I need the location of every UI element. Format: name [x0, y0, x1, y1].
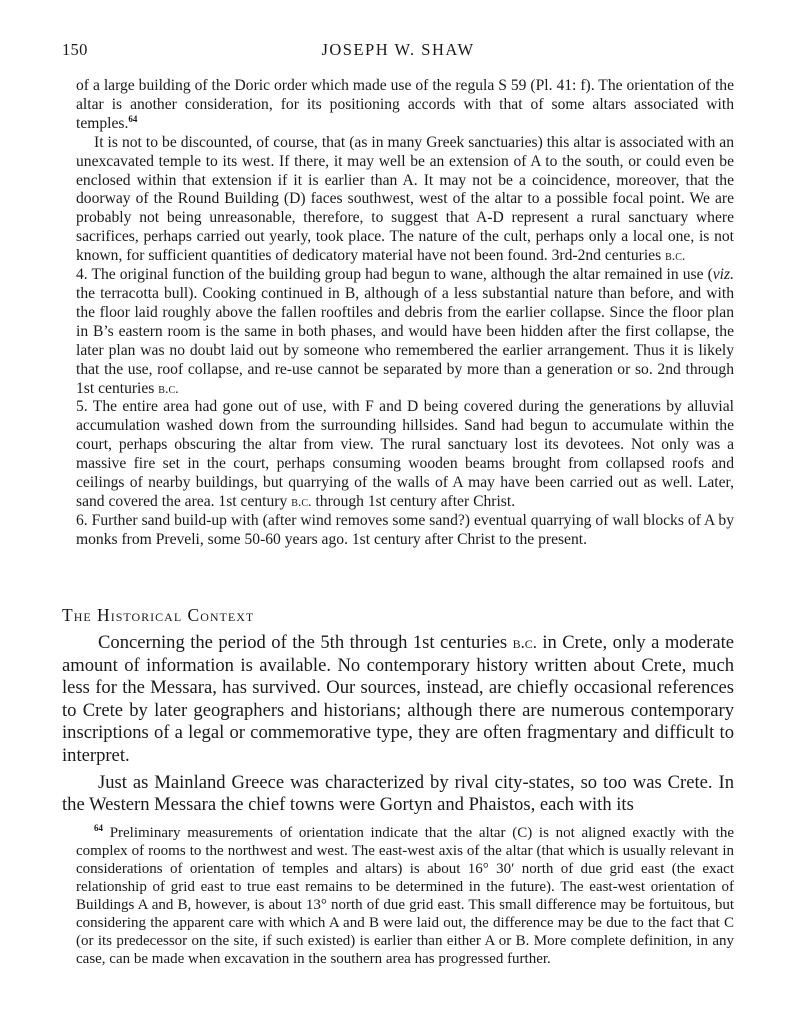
page-number: 150: [62, 40, 88, 59]
paragraph-period: Concerning the period of the 5th through 1st centuries b.c. in Crete, only a moderate amount of information is available. No contemporary history written about Crete, much less for the Messara, has survived. Our sources, instead, are chiefly occasional references to Crete by later geographers and historians; although there are numerous contemporary inscriptions of a legal or commemorative type, they are often fragmentary and difficult to interpret.: [62, 632, 735, 766]
upper-text-block: [76, 77, 734, 550]
paragraph-city-states: Just as Mainland Greece was characterized by rival city-states, so too was Crete. In the Western Messara the chief towns were Gortyn and Phaistos, each with its: [62, 771, 734, 816]
paragraph-phase-5: 5. The entire area had gone out of use, with F and D being covered during the generations by alluvial accumulation washed down from the surrounding hillsides. Sand had begun to accumulate within the court, perhaps obscuring the altar from view. The rural sanctuary lost its devotees. Not only was a massive fire set in the court, perhaps consuming wooden beams brought from collapsed roofs and ceilings of nearby buildings, but quarrying of the walls of A may have been carried out as well. Later, sand covered the area. 1st century b.c. through 1st century after Christ.: [76, 398, 734, 510]
section-heading: The Historical Context: [62, 605, 255, 625]
footnote-text: Preliminary measurements of orientation indicate that the altar (C) is not aligned exactly with the complex of rooms to the northwest and west. The east-west axis of the altar (that which is usually relevant in considerations of orientation of temples and altars) is about 16° 30′ north of due grid east (the exact relationship of grid east to true east remains to be determined in the future). The east-west orientation of Buildings A and B, however, is about 13° north of due grid east. This small difference may be fortuitous, but considering the apparent care with which A and B were laid out, the difference may be due to the fact that C (or its predecessor on the site, if such existed) is earlier than either A or B. More complete definition, in any case, can be made when excavation in the southern area has progressed further.: [76, 825, 734, 967]
footnote-marker: 64: [94, 823, 103, 833]
paragraph-continuation: of a large building of the Doric order which made use of the regula S 59 (Pl. 41: f). The orientation of the altar is another consideration, for its positioning accords with that of some altars associated with temples.$^{64}$: [76, 77, 734, 132]
paragraph-phase-6: 6. Further sand build-up with (after wind removes some sand?) eventual quarrying of wall blocks of A by monks from Preveli, some 50-60 years ago. 1st century after Christ to the present.: [76, 511, 734, 548]
paragraph-sanctuary: It is not to be discounted, of course, that (as in many Greek sanctuaries) this altar is associated with an unexcavated temple to its west. If there, it may well be an extension of A to the south, or could even be enclosed within that extension if it is earlier than A. It may not be a coincidence, moreover, that the doorway of the Round Building (D) faces southwest, west of the altar to a possible focal point. We are probably not being unreasonable, therefore, to suggest that A-D represent a rural sanctuary where sacrifices, perhaps carried out yearly, took place. The nature of the cult, perhaps only a local one, is not known, for sufficient quantities of dedicatory material have not been found. 3rd-2nd centuries b.c.: [76, 133, 734, 265]
main-text-block: [62, 632, 734, 817]
footnote-reference: 64: [128, 113, 138, 124]
paragraph-phase-4: 4. The original function of the building group had begun to wane, although the altar remained in use (viz. the terracotta bull). Cooking continued in B, although of a less substantial nature than before, and with the floor laid roughly above the fallen rooftiles and debris from the earlier collapse. Since the floor plan in B’s eastern room is the same in both phases, and would have been hidden after the first collapse, the later plan was no doubt laid out by someone who remembered the earlier arrangement. Thus it is likely that the use, roof collapse, and re-use cannot be separated by more than a generation or so. 2nd through 1st centuries b.c.: [76, 266, 734, 397]
footnote-64: [76, 824, 734, 968]
running-head-author: JOSEPH W. SHAW: [321, 40, 475, 59]
